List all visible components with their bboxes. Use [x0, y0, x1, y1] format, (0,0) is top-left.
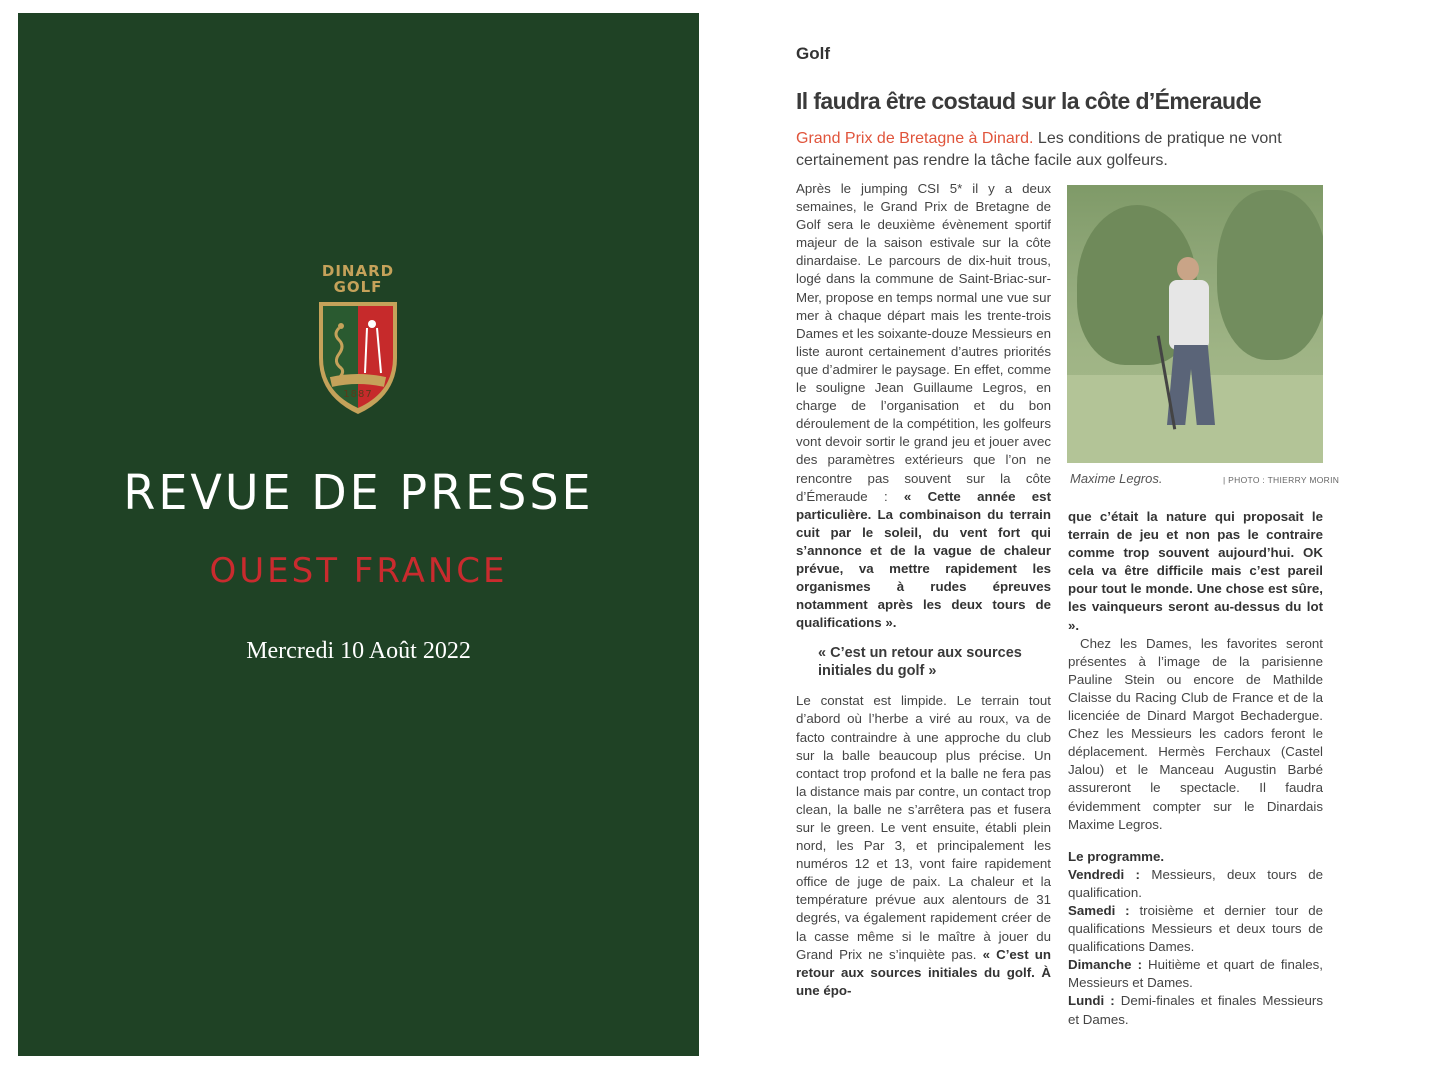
- logo-line-golf: GOLF: [333, 278, 383, 296]
- programme-day: Lundi :: [1068, 993, 1115, 1009]
- dinard-golf-logo: [299, 253, 417, 417]
- golfer-body-shape: [1169, 280, 1209, 350]
- article-column-1: [796, 180, 1051, 1000]
- logo-line-dinard: DINARD: [321, 262, 395, 280]
- article-chapo: [796, 128, 1324, 172]
- programme-title: Le programme.: [1068, 848, 1165, 864]
- programme-text: Demi-finales et finales Messieurs et Dames.: [1068, 993, 1323, 1027]
- photo-caption: Maxime Legros.: [1070, 471, 1163, 486]
- paragraph: [796, 180, 1051, 632]
- golfer-head-shape: [1177, 257, 1199, 281]
- publication-name: OUEST FRANCE: [209, 551, 508, 591]
- article-headline: Il faudra être costaud sur la côte d’Émeraude: [796, 88, 1262, 114]
- programme-text: Messieurs, deux tours de qualification.: [1068, 866, 1323, 900]
- page-title: REVUE DE PRESSE: [123, 463, 594, 521]
- golfer-photo: [1067, 185, 1323, 463]
- pull-quote: « C’est un retour aux sources initiales du golf »: [818, 645, 1022, 680]
- logo-year: 1887: [343, 389, 373, 400]
- quote-text: que c’était la nature qui proposait le terrain de jeu et non pas le contraire comme trop souvent aujourd’hui. OK cela va être difficile mais c’est pareil pour tout le monde. Une chose est sûre, les vainqueurs seront au-dessus du lot ».: [1068, 509, 1323, 633]
- article-rubric: Golf: [796, 44, 830, 63]
- programme-day: Vendredi :: [1068, 866, 1140, 882]
- chapo-rest: Les conditions de pratique ne vont certainement pas rendre la tâche facile aux golfeurs.: [796, 130, 1282, 169]
- newspaper-clipping: [770, 28, 1350, 1068]
- paragraph: [1068, 508, 1323, 635]
- paragraph-text: Le constat est limpide. Le terrain tout d’abord où l’herbe a viré au roux, va de facto contraindre à une approche du club sur la balle beaucoup plus précise. Un contact trop profond et la balle ne fera pas la distance mais par contre, un contact trop clean, la balle ne s’arrêtera pas et fusera sur le green. Le vent ensuite, établi plein nord, les Par 3, et principalement les numéros 12 et 13, vont faire rapidement office de juge de paix. La chaleur et la température prévue aux alentours de 31 degrés, va également rapidement créer de la casse même si le maître à jouer du Grand Prix ne s’inquiète pas.: [796, 693, 1051, 962]
- cover-panel: [18, 13, 699, 1056]
- programme-text: troisième et dernier tour de qualifications Messieurs et deux tours de qualifications Dames.: [1068, 902, 1323, 955]
- programme-item: [1068, 902, 1323, 956]
- article-column-2: [1068, 508, 1323, 1029]
- quote-text: « C’est un retour aux sources initiales du golf. À une épo-: [796, 946, 1051, 998]
- paragraph: [796, 692, 1051, 1000]
- programme-day: Dimanche :: [1068, 957, 1143, 973]
- programme-day: Samedi :: [1068, 902, 1130, 918]
- quote-text: « Cette année est particulière. La combinaison du terrain cuit par le soleil, du vent fort qui s’annonce et de la vague de chaleur prévue, va mettre rapidement les organismes à rudes épreuves notamment après les deux tours de qualifications ».: [796, 488, 1052, 631]
- paragraph: Chez les Dames, les favorites seront présentes à l’image de la parisienne Pauline Stein ou encore de Mathilde Claisse du Racing Club de France et de la licenciée de Dinard Margot Bechadergue. Chez les Messieurs les cadors feront le déplacement. Hermès Ferchaux (Castel Jalou) et le Manceau Augustin Barbé assureront le spectacle. Il faudra évidemment compter sur le Dinardais Maxime Legros.: [1068, 635, 1323, 832]
- programme-text: Huitième et quart de finales, Messieurs et Dames.: [1068, 957, 1323, 991]
- programme: [1068, 848, 1323, 1029]
- programme-item: [1068, 992, 1323, 1028]
- publication-date: Mercredi 10 Août 2022: [246, 638, 471, 664]
- programme-item: [1068, 956, 1323, 992]
- programme-item: [1068, 866, 1323, 902]
- paragraph-text: Après le jumping CSI 5* il y a deux semaines, le Grand Prix de Bretagne de Golf sera le deuxième évènement sportif majeur de la saison estivale sur la côte dinardaise. Le parcours de dix-huit trous, logé dans la commune de Saint-Briac-sur-Mer, propose en temps normal une vue sur mer à chaque départ mais les trente-trois Dames et les soixante-douze Messieurs en liste auront certainement d’autres priorités que d’admirer le paysage. En effet, comme le souligne Jean Guillaume Legros, en charge de l’organisation et du bon déroulement de la compétition, les golfeurs vont devoir sortir le grand jeu et jouer avec des paramètres extérieurs que l’on ne rencontre pas souvent sur la côte d’Émeraude :: [796, 181, 1051, 504]
- photo-credit: | PHOTO : THIERRY MORIN: [1223, 475, 1340, 485]
- chapo-lead: Grand Prix de Bretagne à Dinard.: [796, 130, 1034, 147]
- tree-shape: [1217, 190, 1323, 360]
